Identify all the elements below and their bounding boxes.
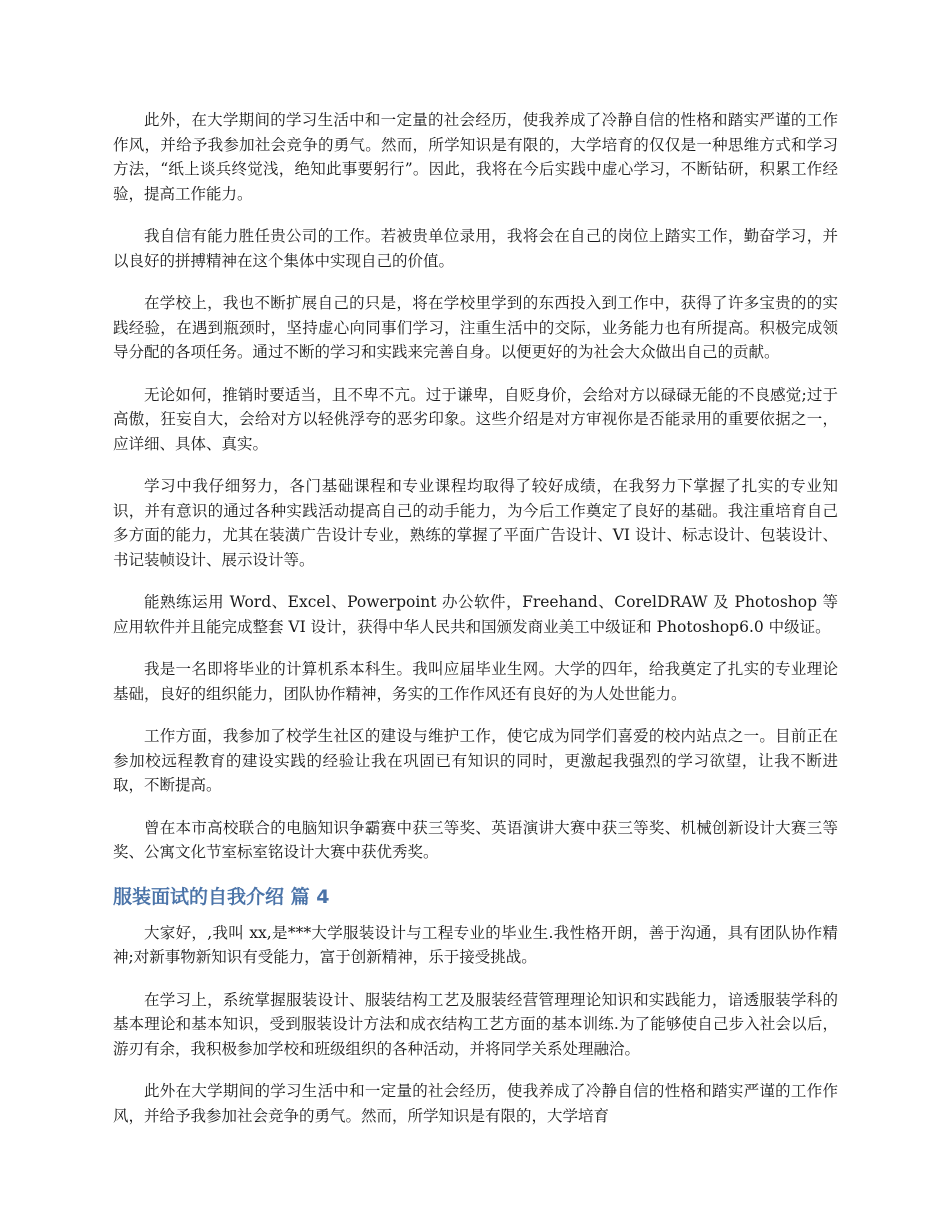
section-title: 服装面试的自我介绍 篇 4 xyxy=(113,885,330,908)
paragraph: 我是一名即将毕业的计算机系本科生。我叫应届毕业生网。大学的四年，给我奠定了扎实的专业理论基础，良好的组织能力，团队协作精神，务实的工作作风还有良好的为人处世能力。 xyxy=(113,660,838,703)
paragraph: 大家好，,我叫 xx,是***大学服装设计与工程专业的毕业生.我性格开朗，善于沟通，具有团队协作精神;对新事物新知识有受能力，富于创新精神，乐于接受挑战。 xyxy=(113,923,838,966)
paragraph: 此外，在大学期间的学习生活中和一定量的社会经历，使我养成了冷静自信的性格和踏实严谨的工作作风，并给予我参加社会竞争的勇气。然而，所学知识是有限的，大学培育的仅仅是一种思维方式和学习方法，“纸上谈兵终觉浅，绝知此事要躬行”。因此，我将在今后实践中虚心学习，不断钻研，积累工作经验，提高工作能力。 xyxy=(113,111,838,203)
paragraph: 无论如何，推销时要适当，且不卑不亢。过于谦卑，自贬身价，会给对方以碌碌无能的不良感觉;过于高傲，狂妄自大，会给对方以轻佻浮夸的恶劣印象。这些介绍是对方审视你是否能录用的重要依据之一，应详细、具体、真实。 xyxy=(113,385,838,453)
paragraph: 此外在大学期间的学习生活中和一定量的社会经历，使我养成了冷静自信的性格和踏实严谨的工作作风，并给予我参加社会竞争的勇气。然而，所学知识是有限的，大学培育 xyxy=(113,1082,838,1125)
paragraph: 曾在本市高校联合的电脑知识争霸赛中获三等奖、英语演讲大赛中获三等奖、机械创新设计大赛三等奖、公寓文化节室标室铭设计大赛中获优秀奖。 xyxy=(113,818,838,861)
document-page xyxy=(113,108,838,1146)
paragraph: 在学习上，系统掌握服装设计、服装结构工艺及服装经营管理理论知识和实践能力，谙透服装学科的基本理论和基本知识，受到服装设计方法和成衣结构工艺方面的基本训练.为了能够使自己步入社会以后，游刃有余，我积极参加学校和班级组织的各种活动，并将同学关系处理融洽。 xyxy=(113,990,838,1058)
paragraph: 能熟练运用 Word、Excel、Powerpoint 办公软件，Freehand、CorelDRAW 及 Photoshop 等应用软件并且能完成整套 VI 设计，获得中华人民共和国颁发商业美工中级证和 Photoshop6.0 中级证。 xyxy=(113,593,838,636)
paragraph: 工作方面，我参加了校学生社区的建设与维护工作，使它成为同学们喜爱的校内站点之一。目前正在参加校远程教育的建设实践的经验让我在巩固已有知识的同时，更激起我强烈的学习欲望，让我不断进取，不断提高。 xyxy=(113,727,838,794)
paragraph: 我自信有能力胜任贵公司的工作。若被贵单位录用，我将会在自己的岗位上踏实工作，勤奋学习，并以良好的拼搏精神在这个集体中实现自己的价值。 xyxy=(113,227,838,270)
paragraph: 学习中我仔细努力，各门基础课程和专业课程均取得了较好成绩，在我努力下掌握了扎实的专业知识，并有意识的通过各种实践活动提高自己的动手能力，为今后工作奠定了良好的基础。我注重培育自己多方面的能力，尤其在装潢广告设计专业，熟练的掌握了平面广告设计、VI 设计、标志设计、包装设计、书记装帧设计、展示设计等。 xyxy=(113,477,838,569)
paragraph: 在学校上，我也不断扩展自己的只是，将在学校里学到的东西投入到工作中，获得了许多宝贵的的实践经验，在遇到瓶颈时，坚持虚心向同事们学习，注重生活中的交际，业务能力也有所提高。积极完成领导分配的各项任务。通过不断的学习和实践来完善自身。以便更好的为社会大众做出自己的贡献。 xyxy=(113,294,838,361)
